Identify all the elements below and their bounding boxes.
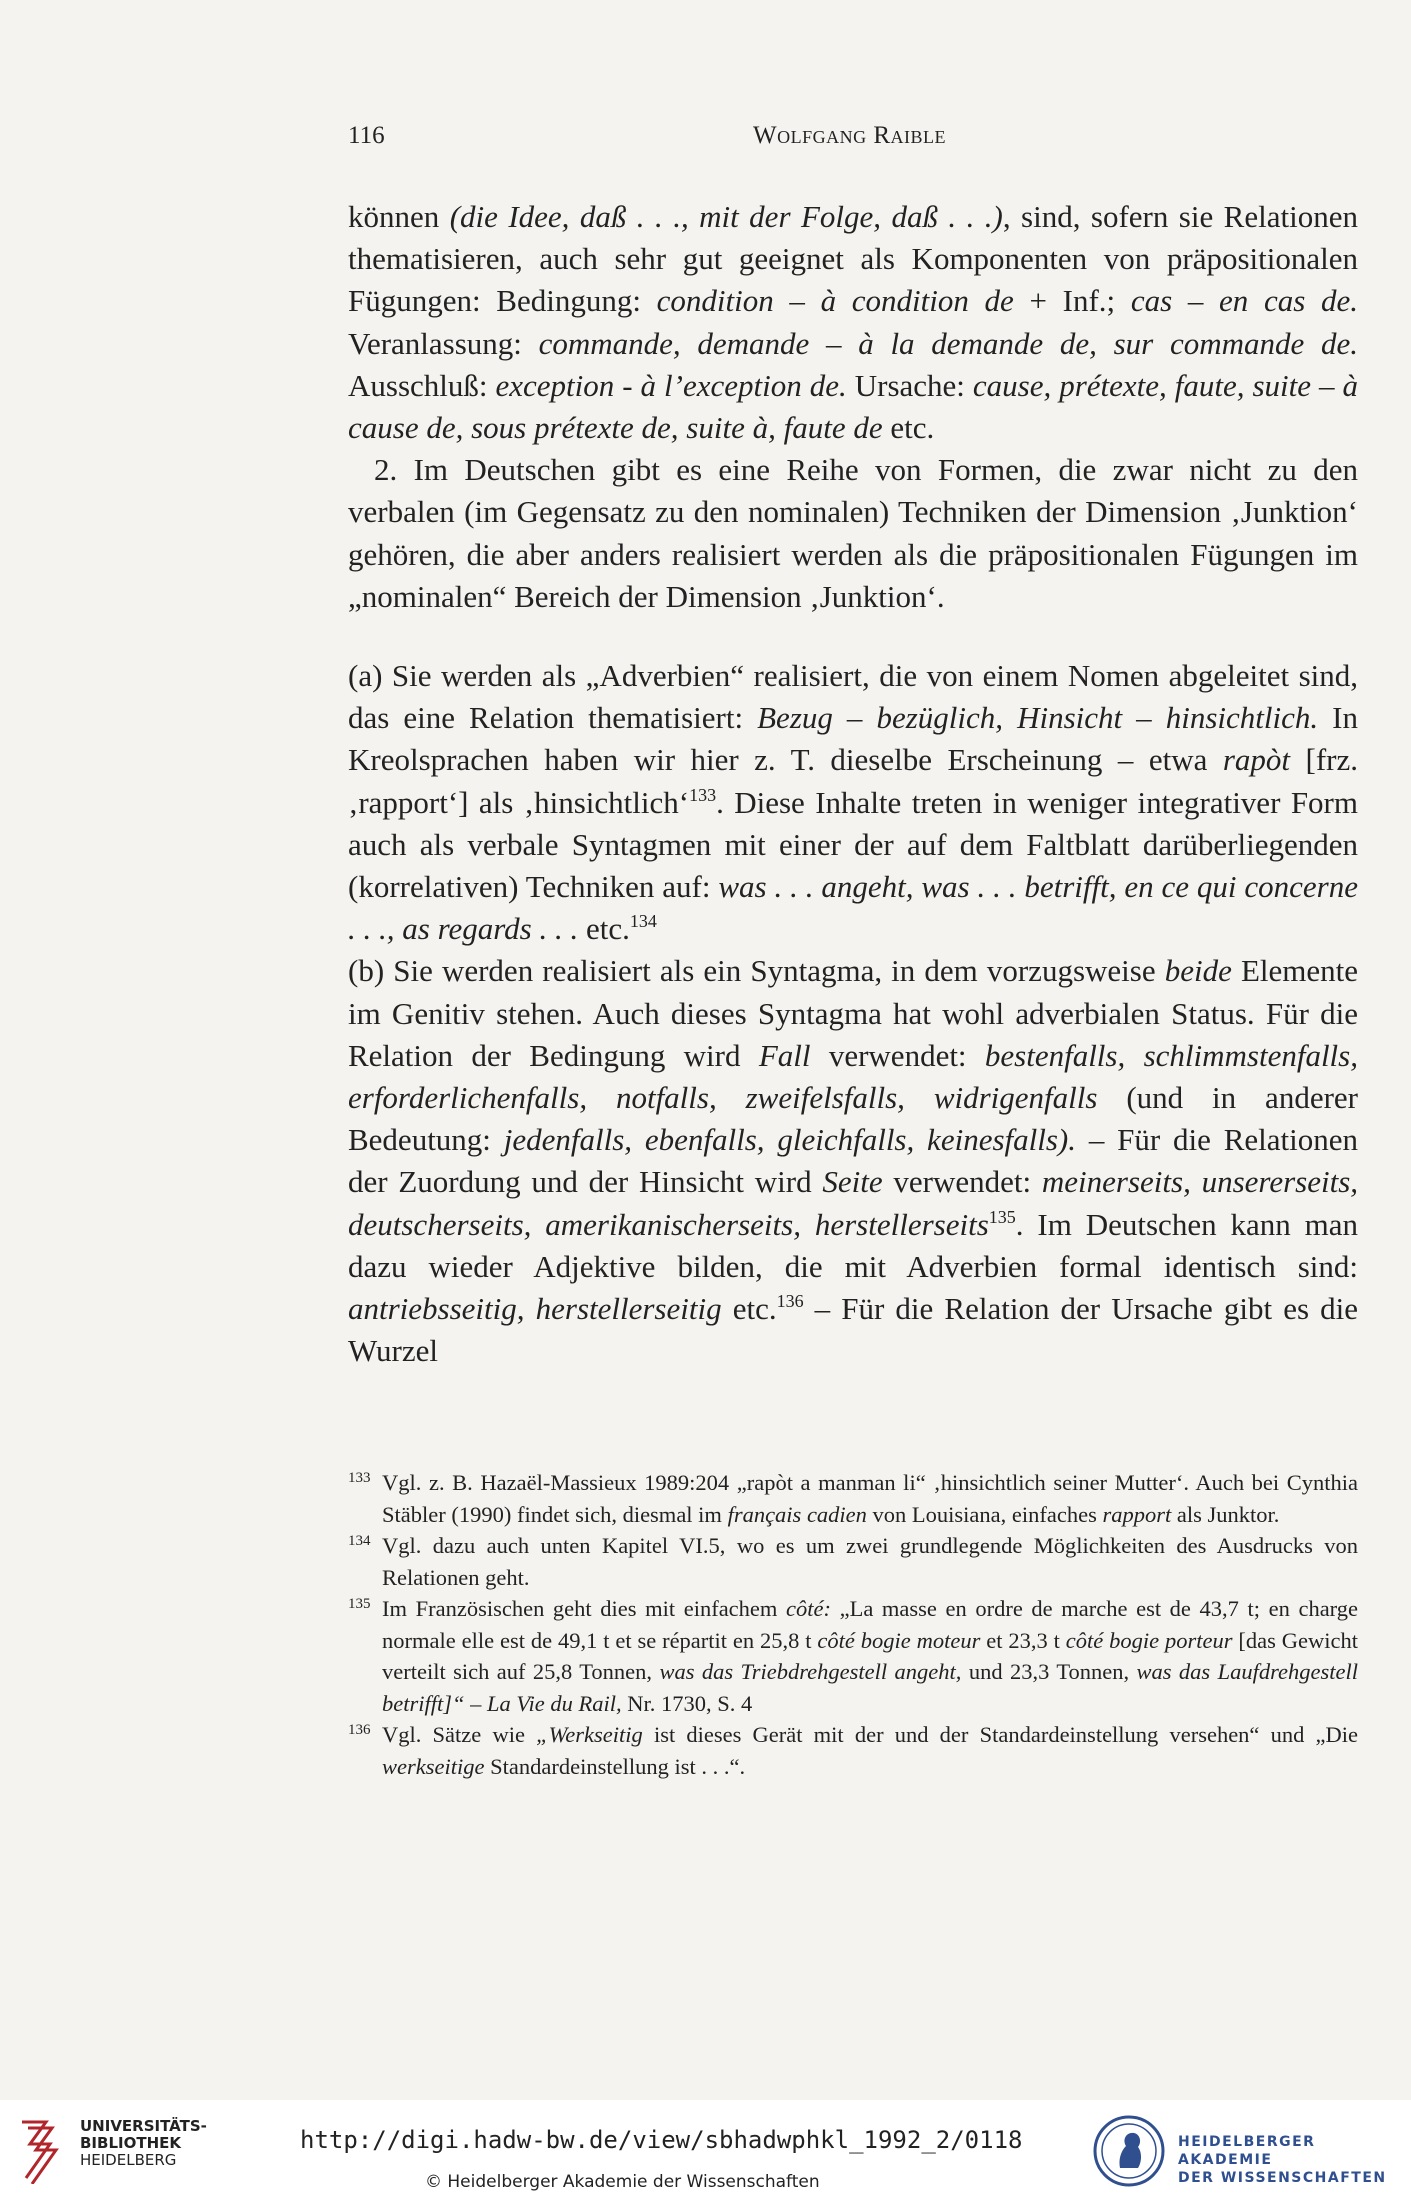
text-run: [frz. ‚rapport‘] als ‚hinsichtlich‘	[348, 742, 1358, 820]
text-run: , sind, sofern sie Relationen thematisieren, auch sehr gut geeignet als Komponenten von präpositionalen Fügungen: Bedingung:	[348, 199, 1358, 319]
footnote-number: 136	[348, 1722, 371, 1738]
italic-run: „Werkseitig	[536, 1722, 643, 1747]
italic-run: commande, demande – à la demande de, sur commande de.	[538, 325, 1358, 361]
italic-run: français cadien	[727, 1501, 867, 1527]
main-text	[348, 196, 1358, 1372]
text-run: [das Gewicht verteilt sich auf 25,8 Tonnen,	[382, 1627, 1358, 1684]
text-run: (a) Sie werden als „Adverbien“ realisiert, die von einem Nomen abgeleitet sind, das eine Relation thematisiert:	[348, 658, 1358, 736]
text-run: Ausschluß:	[348, 367, 496, 403]
footnote-text	[382, 1470, 1358, 1527]
italic-run: was . . . angeht, was . . . betrifft, en ce qui concerne . . ., as regards . . .	[348, 869, 1358, 947]
italic-run: werkseitige	[382, 1753, 485, 1779]
text-run: von Louisiana, einfaches	[866, 1501, 1103, 1527]
footnote-reference: 135	[988, 1206, 1016, 1227]
text-run: (und in anderer Bedeutung:	[348, 1080, 1358, 1158]
italic-run: antriebsseitig, herstellerseitig	[348, 1291, 722, 1327]
footnote	[348, 1530, 1358, 1593]
italic-run: cas – en cas de.	[1130, 283, 1358, 319]
text-run: . Diese Inhalte treten in weniger integrativer Form auch als verbale Syntagmen mit einer der auf dem Faltblatt darüberliegenden (korrelativen) Techniken auf:	[348, 784, 1358, 905]
footnote-text	[382, 1722, 1358, 1779]
paragraph	[348, 655, 1358, 950]
footnote-text	[382, 1596, 1358, 1716]
footnote-reference: 134	[629, 911, 657, 932]
academy-seal-icon	[1092, 2114, 1166, 2188]
italic-run: bestenfalls, schlimmstenfalls, erforderlichenfalls, notfalls, zweifelsfalls, widrigenfalls	[348, 1037, 1358, 1116]
text-run: – Für die Relation der Ursache gibt es die Wurzel	[348, 1291, 1358, 1369]
italic-run: jedenfalls, ebenfalls, gleichfalls, keinesfalls).	[503, 1122, 1076, 1158]
italic-run: beide	[1164, 953, 1232, 989]
text-run: Vgl. Sätze wie	[382, 1722, 537, 1747]
paragraph	[348, 449, 1358, 618]
text-run: + Inf.;	[1013, 283, 1131, 319]
text-run: Vgl. z. B. Hazaël-Massieux 1989:204 „rapòt a manman li“ ‚hinsichtlich seiner Mutter‘. Auch bei Cynthia Stäbler (1990) findet sich, diesmal im	[382, 1470, 1358, 1527]
footnote	[348, 1593, 1358, 1719]
text-run: – Für die Relationen der Zuordung und der Hinsicht wird	[348, 1122, 1359, 1200]
permalink-url[interactable]: http://digi.hadw-bw.de/view/sbhadwphkl_1992_2/0118	[300, 2126, 1023, 2154]
text-run: können	[348, 199, 450, 234]
university-library-logo-icon	[16, 2114, 66, 2184]
text-run: Im Französischen geht dies mit einfachem	[382, 1596, 787, 1621]
text-run: verwendet:	[882, 1164, 1042, 1200]
italic-run: meinerseits, unsererseits, deutscherseits, amerikanischerseits, herstellerseits	[348, 1164, 1359, 1242]
italic-run: condition – à condition de	[656, 283, 1014, 319]
text-run: Nr. 1730, S. 4	[621, 1690, 753, 1716]
italic-run: côté bogie moteur	[817, 1627, 981, 1653]
footnote-number: 135	[348, 1596, 371, 1612]
italic-run: côté bogie porteur	[1065, 1627, 1233, 1653]
text-run: etc.	[882, 410, 935, 446]
italic-run: (die Idee, daß . . ., mit der Folge, daß . . .)	[449, 199, 1003, 234]
text-run: etc.	[721, 1291, 777, 1327]
text-run: ist dieses Gerät mit der und der Standardeinstellung versehen“ und „Die	[642, 1722, 1358, 1747]
text-run: (b) Sie werden realisiert als ein Syntagma, in dem vorzugsweise	[348, 953, 1165, 989]
text-run: Ursache:	[846, 367, 973, 403]
italic-run: côté:	[786, 1596, 831, 1621]
university-library-name: UNIVERSITÄTS- BIBLIOTHEK HEIDELBERG	[80, 2117, 207, 2169]
footnote-number: 133	[348, 1470, 371, 1486]
italic-run: Bezug – bezüglich, Hinsicht – hinsichtlich.	[757, 700, 1319, 736]
footer-bar	[0, 2100, 1411, 2204]
footnote-number: 134	[348, 1533, 371, 1549]
text-run: 2. Im Deutschen gibt es eine Reihe von Formen, die zwar nicht zu den verbalen (im Gegensatz zu den nominalen) Techniken der Dimension ‚Junktion‘ gehören, die aber anders realisiert werden als die präpositionalen Fügungen im „nominalen“ Bereich der Dimension ‚Junktion‘.	[348, 452, 1358, 614]
footnote-reference: 133	[689, 784, 717, 805]
italic-run: cause, prétexte, faute, suite – à cause de, sous prétexte de, suite à, faute de	[348, 367, 1359, 446]
page-number: 116	[348, 122, 385, 149]
italic-run: Seite	[822, 1164, 883, 1200]
footnote-reference: 136	[776, 1291, 804, 1312]
paragraph	[348, 196, 1358, 449]
text-run: Veranlassung:	[348, 325, 539, 361]
footnote	[348, 1467, 1358, 1530]
italic-run: was das Laufdrehgestell betrifft]“ – La Vie du Rail,	[382, 1659, 1358, 1716]
text-run: als Junktor.	[1171, 1501, 1280, 1527]
italic-run: Fall	[758, 1037, 811, 1073]
text-run: . Im Deutschen kann man dazu wieder Adjektive bilden, die mit Adverbien formal identisch sind:	[348, 1206, 1358, 1284]
italic-run: was das Triebdrehgestell angeht,	[659, 1659, 962, 1684]
running-head-author: Wolfgang Raible	[753, 122, 947, 149]
text-run: „La masse en ordre de marche est de 43,7 t; en charge normale elle est de 49,1 t et se répartit en 25,8 t	[382, 1596, 1359, 1653]
text-run: etc.	[578, 911, 630, 947]
text-run: et 23,3 t	[980, 1627, 1066, 1653]
text-run: Standardeinstellung ist . . .“.	[484, 1753, 746, 1779]
text-run: In Kreolsprachen haben wir hier z. T. dieselbe Erscheinung – etwa	[348, 700, 1358, 778]
text-run: und 23,3 Tonnen,	[961, 1659, 1137, 1684]
footnotes	[348, 1467, 1358, 1782]
text-run: verwendet:	[810, 1037, 985, 1073]
italic-run: rapòt	[1222, 742, 1291, 778]
text-run: Elemente im Genitiv stehen. Auch dieses Syntagma hat wohl adverbialen Status. Für die Relation der Bedingung wird	[348, 953, 1358, 1073]
copyright-notice: © Heidelberger Akademie der Wissenschaften	[425, 2172, 820, 2192]
academy-name: HEIDELBERGER AKADEMIE DER WISSENSCHAFTEN	[1178, 2134, 1387, 2186]
italic-run: rapport	[1102, 1501, 1172, 1527]
footnote	[348, 1719, 1358, 1782]
paragraph	[348, 950, 1358, 1372]
text-run: Vgl. dazu auch unten Kapitel VI.5, wo es um zwei grundlegende Möglichkeiten des Ausdrucks von Relationen geht.	[382, 1533, 1358, 1590]
italic-run: exception - à l’exception de.	[495, 367, 847, 403]
running-header	[348, 122, 1356, 162]
footnote-text	[382, 1533, 1358, 1590]
